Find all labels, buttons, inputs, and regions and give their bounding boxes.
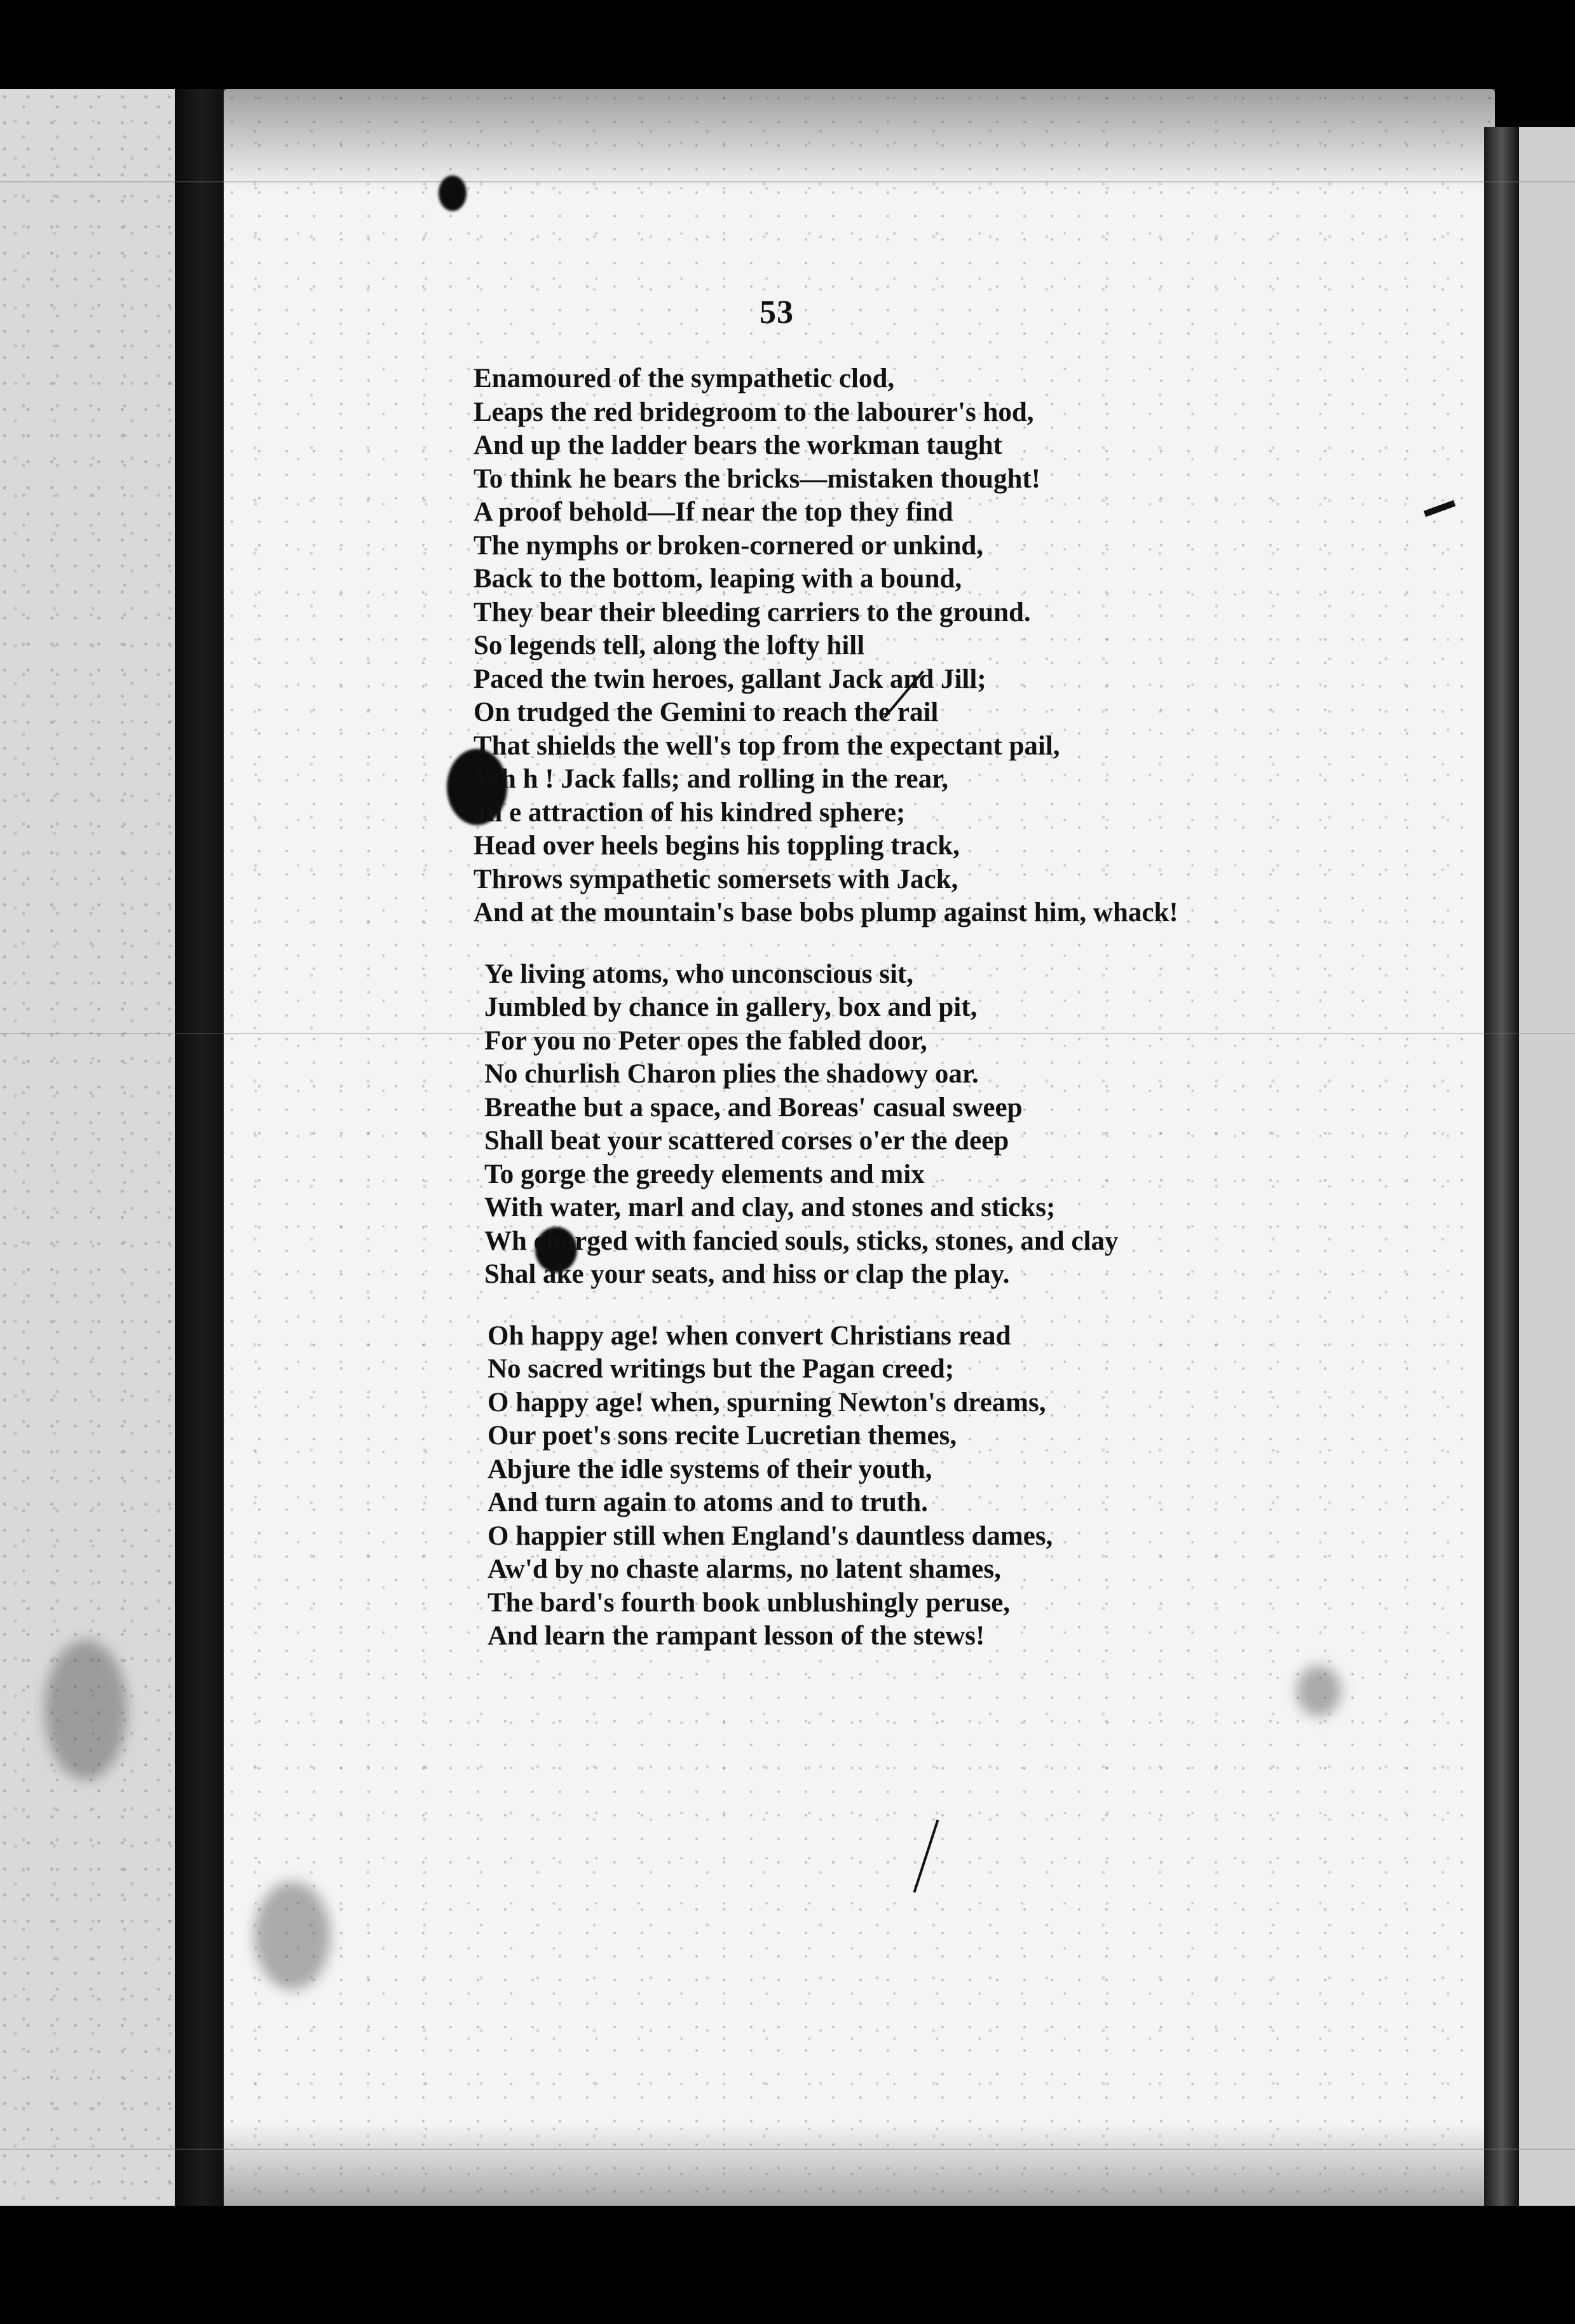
poem-line: Enamoured of the sympathetic clod,: [474, 364, 895, 393]
poem-line: Shal ake your seats, and hiss or clap the play.: [484, 1259, 1010, 1289]
page-top-shadow: [224, 89, 1495, 191]
stanza: [474, 1320, 1363, 1653]
smudge: [254, 1882, 331, 1990]
poem-line: Abjure the idle systems of their youth,: [488, 1454, 932, 1484]
poem-line: Throws sympathetic somersets with Jack,: [474, 864, 958, 894]
poem-line: They bear their bleeding carriers to the ground.: [474, 597, 1031, 627]
poem-line: And at the mountain's base bobs plump against him, whack!: [474, 898, 1178, 927]
page-number: 53: [760, 294, 794, 331]
poem-line: No sacred writings but the Pagan creed;: [488, 1354, 955, 1384]
poem-text: [474, 362, 1363, 1681]
poem-line: Paced the twin heroes, gallant Jack and Jill;: [474, 664, 986, 694]
poem-line: To gorge the greedy elements and mix: [484, 1159, 925, 1189]
poem-line: To think he bears the bricks—mistaken thought!: [474, 463, 1040, 494]
page-right-edge: [1484, 127, 1519, 2225]
poem-line: No churlish Charon plies the shadowy oar.: [484, 1059, 979, 1089]
poem-line: Jumbled by chance in gallery, box and pit,: [484, 992, 978, 1022]
poem-line: Leaps the red bridegroom to the labourer's hod,: [474, 397, 1034, 427]
scan-bottom-border: [0, 2206, 1575, 2324]
poem-line: Back to the bottom, leaping with a bound,: [474, 564, 962, 594]
poem-line: Head over heels begins his toppling track,: [474, 831, 960, 861]
poem-line: And learn the rampant lesson of the stews!: [488, 1621, 985, 1651]
poem-line: Breathe but a space, and Boreas' casual sweep: [484, 1092, 1023, 1123]
poem-line: Shall beat your scattered corses o'er the deep: [484, 1126, 1009, 1156]
poem-line: On trudged the Gemini to reach the rail: [474, 697, 939, 727]
poem-line: For you no Peter opes the fabled door,: [484, 1025, 927, 1056]
scan-line: [0, 181, 1575, 182]
ink-blot: [439, 175, 467, 211]
next-page-edge: [1519, 127, 1575, 2225]
poem-line: That shields the well's top from the expectant pail,: [474, 730, 1060, 761]
poem-line: Aw'd by no chaste alarms, no latent shames,: [488, 1554, 1001, 1584]
poem-line: Ye living atoms, who unconscious sit,: [484, 959, 913, 989]
poem-line: So legends tell, along the lofty hill: [474, 631, 865, 660]
poem-line: O happier still when England's dauntless dames,: [488, 1521, 1053, 1551]
stanza: [474, 958, 1363, 1292]
poem-line: Oh happy age! when convert Christians read: [488, 1320, 1011, 1351]
poem-line: Wh charged with fancied souls, sticks, stones, and clay: [484, 1226, 1119, 1256]
smudge: [44, 1640, 127, 1780]
poem-line: A proof behold—If near the top they find: [474, 497, 953, 527]
poem-line: The bard's fourth book unblushingly peruse,: [488, 1587, 1011, 1618]
poem-line: And turn again to atoms and to truth.: [488, 1487, 928, 1517]
poem-line: Jil e attraction of his kindred sphere;: [474, 797, 906, 828]
poem-line: With water, marl and clay, and stones and sticks;: [484, 1193, 1056, 1222]
poem-line: The nymphs or broken-cornered or unkind,: [474, 530, 984, 561]
poem-line: O happy age! when, spurning Newton's dreams,: [488, 1387, 1046, 1418]
stanza: [474, 362, 1363, 930]
poem-line: Wh h ! Jack falls; and rolling in the rear,: [474, 764, 949, 794]
previous-page-edge: [0, 89, 175, 2206]
scan-line: [0, 2149, 1575, 2150]
poem-line: Our poet's sons recite Lucretian themes,: [488, 1421, 957, 1451]
poem-line: And up the ladder bears the workman taught: [474, 430, 1002, 460]
